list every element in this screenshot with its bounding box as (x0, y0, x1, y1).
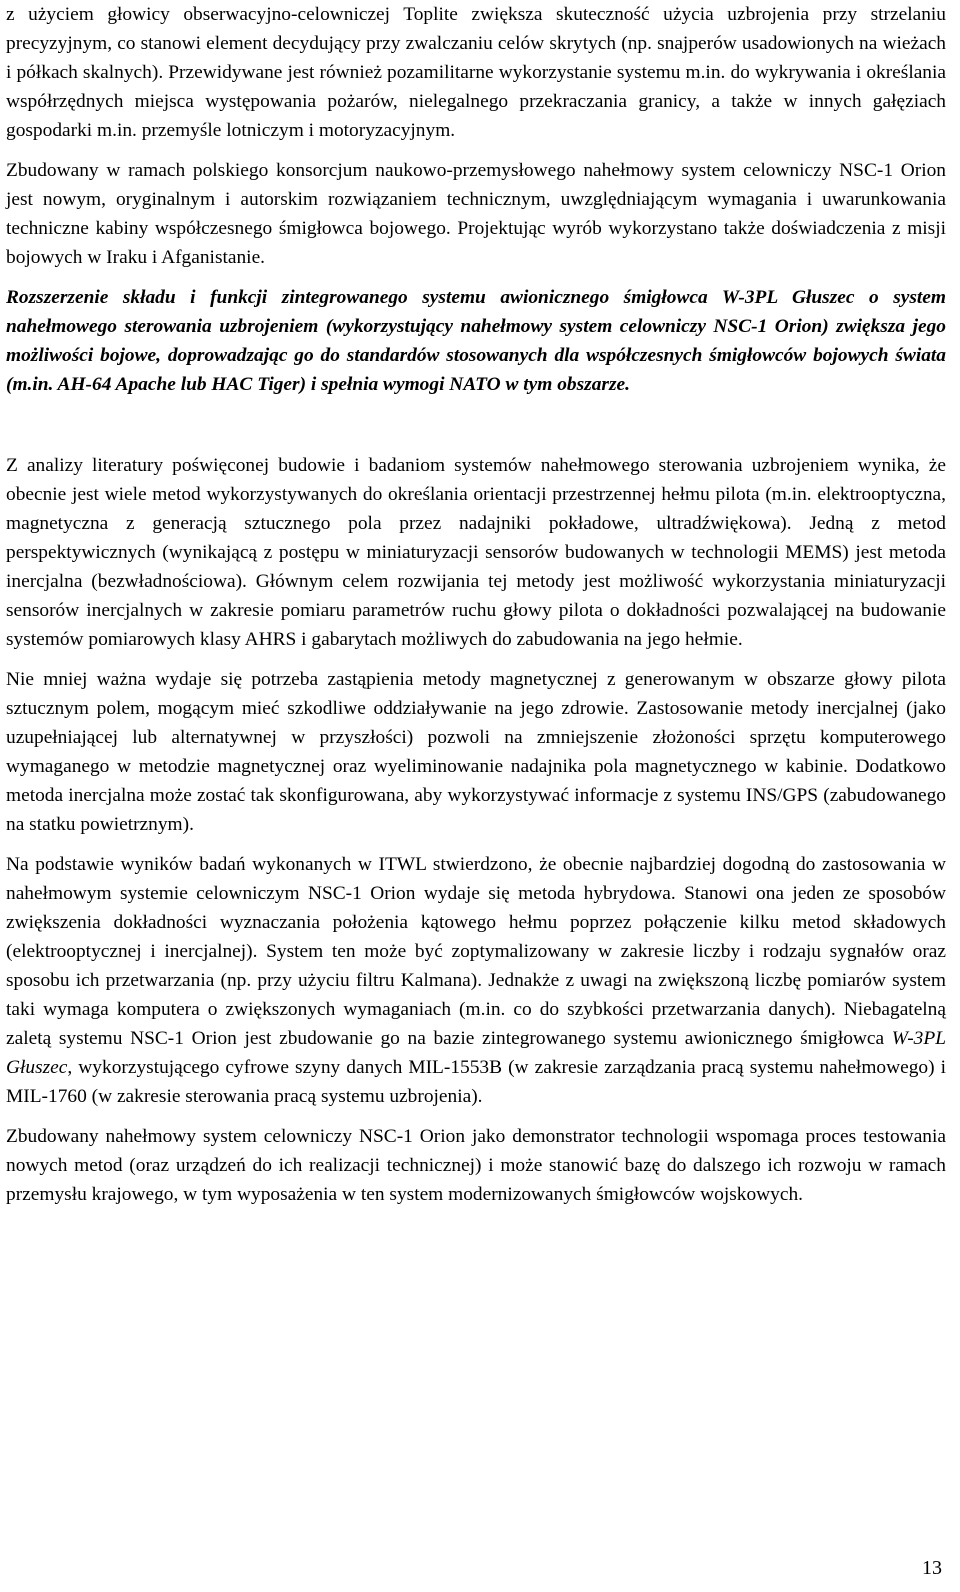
document-page (6, 0, 946, 1220)
paragraph-magnetic-method: Nie mniej ważna wydaje się potrzeba zastąpienia metody magnetycznej z generowanym w obszarze głowy pilota sztucznym polem, mogącym mieć szkodliwe oddziaływanie na jego zdrowie. Zastosowanie metody inercjalnej (jako uzupełniającej lub alternatywnej w przyszłości) pozwoli na zmniejszenie złożoności sprzętu komputerowego wymaganego w metodzie magnetycznej oraz wyeliminowanie nadajnika pola magnetycznego w kabinie. Dodatkowo metoda inercjalna może zostać tak skonfigurowana, aby wykorzystywać informacje z systemu INS/GPS (zabudowanego na statku powietrznym). (6, 669, 946, 835)
paragraph-demonstrator: Zbudowany nahełmowy system celowniczy NSC-1 Orion jako demonstrator technologii wspomaga proces testowania nowych metod (oraz urządzeń do ich realizacji technicznej) i może stanowić bazę do dalszego ich rozwoju w ramach przemysłu krajowego, w tym wyposażenia w ten system modernizowanych śmigłowców wojskowych. (6, 1126, 946, 1205)
paragraph-itwl-results-italic-helicopter: W-3PL Głuszec (6, 1028, 946, 1078)
paragraph-itwl-results (6, 850, 946, 1111)
paragraph-itwl-results-text-2: , wykorzystującego cyfrowe szyny danych MIL-1553B (w zakresie zarządzania pracą systemu nahełmowego) i MIL-1760 (w zakresie sterowania pracą systemu uzbrojenia). (6, 1057, 946, 1107)
paragraph-literature-analysis: Z analizy literatury poświęconej budowie i badaniom systemów nahełmowego sterowania uzbrojeniem wynika, że obecnie jest wiele metod wykorzystywanych do określania orientacji przestrzennej hełmu pilota (m.in. elektrooptyczna, magnetyczna z generacją sztucznego pola przez nadajniki pokładowe, ultradźwiękowa). Jedną z metod perspektywicznych (wynikającą z postępu w miniaturyzacji sensorów budowanych w technologii MEMS) jest metoda inercjalna (bezwładnościowa). Głównym celem rozwijania tej metody jest możliwość wykorzystania miniaturyzacji sensorów inercjalnych w zakresie pomiaru parametrów ruchu głowy pilota o dokładności pozwalającej na budowanie systemów pomiarowych klasy AHRS i gabarytach możliwych do zabudowania na jego hełmie. (6, 455, 946, 650)
paragraph-highlight-w3pl: Rozszerzenie składu i funkcji zintegrowanego systemu awionicznego śmigłowca W-3PL Głuszec o system nahełmowego sterowania uzbrojeniem (wykorzystujący nahełmowy system celowniczy NSC-1 Orion) zwiększa jego możliwości bojowe, doprowadzając go do standardów stosowanych dla współczesnych śmigłowców bojowych świata (m.in. AH-64 Apache lub HAC Tiger) i spełnia wymogi NATO w tym obszarze. (6, 287, 946, 395)
paragraph-nsc1-orion-intro: Zbudowany w ramach polskiego konsorcjum naukowo-przemysłowego nahełmowy system celowniczy NSC-1 Orion jest nowym, oryginalnym i autorskim rozwiązaniem technicznym, uwzględniającym wymagania i uwarunkowania techniczne kabiny współczesnego śmigłowca bojowego. Projektując wyrób wykorzystano także doświadczenia z misji bojowych w Iraku i Afganistanie. (6, 160, 946, 268)
paragraph-toplite-usage: z użyciem głowicy obserwacyjno-celowniczej Toplite zwiększa skuteczność użycia uzbrojenia przy strzelaniu precyzyjnym, co stanowi element decydujący przy zwalczaniu celów skrytych (np. snajperów usadowionych na wieżach i półkach skalnych). Przewidywane jest również pozamilitarne wykorzystanie systemu m.in. do wykrywania i określania współrzędnych miejsca występowania pożarów, nielegalnego przekraczania granicy, a także w innych gałęziach gospodarki m.in. przemyśle lotniczym i motoryzacyjnym. (6, 4, 946, 141)
page-number: 13 (922, 1557, 942, 1579)
paragraph-itwl-results-text-1: Na podstawie wyników badań wykonanych w ITWL stwierdzono, że obecnie najbardziej dogodną do zastosowania w nahełmowym systemie celowniczym NSC-1 Orion wydaje się metoda hybrydowa. Stanowi ona jeden ze sposobów zwiększenia dokładności wyznaczania położenia kątowego hełmu poprzez połączenie kilku metod składowych (elektrooptycznej i inercjalnej). System ten może być zoptymalizowany w zakresie liczby i rodzaju sygnałów oraz sposobu ich przetwarzania (np. przy użyciu filtru Kalmana). Jednakże z uwagi na zwiększoną liczbę pomiarów system taki wymaga komputera o zwiększonych wymaganiach (m.in. co do szybkości przetwarzania danych). Niebagatelną zaletą systemu NSC-1 Orion jest zbudowanie go na bazie zintegrowanego systemu awionicznego śmigłowca (6, 854, 946, 1049)
